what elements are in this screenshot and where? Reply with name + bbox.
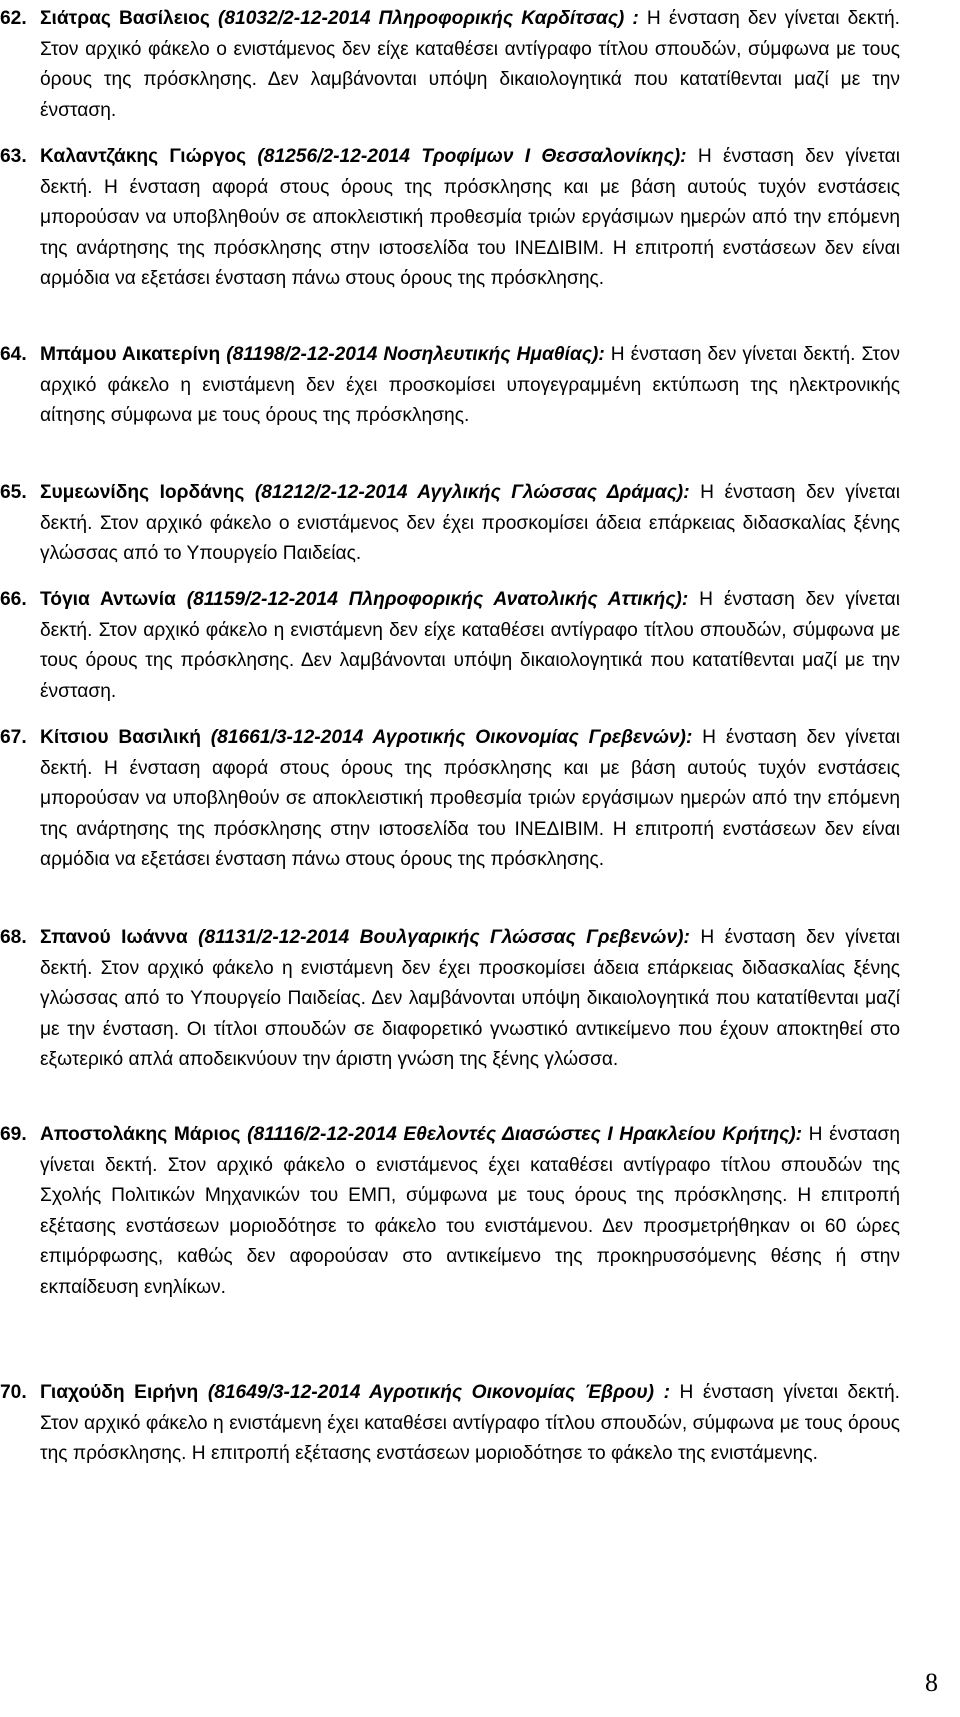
item-number: 62. [0, 8, 27, 29]
decision-text: Η ένσταση δεν γίνεται δεκτή. Στον αρχικό φάκελο ο ενιστάμενος δεν είχε καταθέσει αντίγραφο τίτλου σπουδών, σύμφωνα με τους όρους της πρόσκλησης. Δεν λαμβάνονται υπόψη δικαιολογητικά που κατατίθενται μαζί με την ένσταση. [40, 8, 900, 121]
decision-text: Η ένσταση δεν γίνεται δεκτή. Στον αρχικό φάκελο η ενιστάμενη δεν έχει προσκομίσει υπογεγραμμένη εκτύπωση της ηλεκτρονικής αίτησης σύμφωνα με τους όρους της πρόσκλησης. [40, 344, 900, 426]
applicant-name: Τόγια Αντωνία [40, 589, 176, 610]
decision-text: Η ένσταση δεν γίνεται δεκτή. Η ένσταση αφορά στους όρους της πρόσκλησης και με βάση αυτούς τυχόν ενστάσεις μπορούσαν να υποβληθούν σε αποκλειστική προθεσμία τριών εργάσιμων ημερών από την επόμενη της ανάρτησης της πρόσκλησης στην ιστοσελίδα του ΙΝΕΔΙΒΙΜ. Η επιτροπή ενστάσεων δεν είναι αρμόδια να εξετάσει ένσταση πάνω στους όρους της πρόσκλησης. [40, 146, 900, 289]
page-number: 8 [925, 1668, 938, 1697]
objection-item-69 [0, 1120, 900, 1303]
objection-item-67 [0, 723, 900, 876]
applicant-name: Συμεωνίδης Ιορδάνης [40, 482, 245, 503]
decision-text: Η ένσταση δεν γίνεται δεκτή. Στον αρχικό φάκελο η ενιστάμενη δεν είχε καταθέσει αντίγραφο τίτλου σπουδών, σύμφωνα με τους όρους της πρόσκλησης. Δεν λαμβάνονται υπόψη δικαιολογητικά που κατατίθενται μαζί με την ένσταση. [40, 589, 900, 702]
applicant-name: Καλαντζάκης Γιώργος [40, 146, 247, 167]
item-number: 69. [0, 1124, 27, 1145]
applicant-name: Γιαχούδη Ειρήνη [40, 1382, 199, 1403]
item-number: 70. [0, 1382, 27, 1403]
applicant-name: Κίτσιου Βασιλική [40, 727, 201, 748]
application-reference: (81198/2-12-2014 Νοσηλευτικής Ημαθίας): [226, 344, 605, 365]
decision-text: Η ένσταση δεν γίνεται δεκτή. Στον αρχικό φάκελο η ενιστάμενη δεν έχει προσκομίσει άδεια επάρκειας διδασκαλίας ξένης γλώσσας από το Υπουργείο Παιδείας. Δεν λαμβάνονται υπόψη δικαιολογητικά που κατατίθενται μαζί με την ένσταση. Οι τίτλοι σπουδών σε διαφορετικό γνωστικό αντικείμενο που έχουν αποκτηθεί στο εξωτερικό απλά αποδεικνύουν την άριστη γνώση της ξένης γλώσσα. [40, 927, 900, 1070]
objection-item-62 [0, 4, 900, 126]
item-number: 65. [0, 482, 27, 503]
decision-text: Η ένσταση γίνεται δεκτή. Στον αρχικό φάκελο ο ενιστάμενος έχει καταθέσει αντίγραφο τίτλου σπουδών της Σχολής Πολιτικών Μηχανικών του ΕΜΠ, σύμφωνα με τους όρους της πρόσκλησης. Η επιτροπή εξέτασης ενστάσεων μοριοδότησε το φάκελο του ενιστάμενου. Δεν προσμετρήθηκαν οι 60 ώρες επιμόρφωσης, καθώς δεν αφορούσαν στο αντικείμενο της προκηρυσσόμενης θέσης ή στην εκπαίδευση ενηλίκων. [40, 1124, 900, 1298]
decision-text: Η ένσταση δεν γίνεται δεκτή. Η ένσταση αφορά στους όρους της πρόσκλησης και με βάση αυτούς τυχόν ενστάσεις μπορούσαν να υποβληθούν σε αποκλειστική προθεσμία τριών εργάσιμων ημερών από την επόμενη της ανάρτησης της πρόσκλησης στην ιστοσελίδα του ΙΝΕΔΙΒΙΜ. Η επιτροπή ενστάσεων δεν είναι αρμόδια να εξετάσει ένσταση πάνω στους όρους της πρόσκλησης. [40, 727, 900, 870]
application-reference: (81131/2-12-2014 Βουλγαρικής Γλώσσας Γρεβενών): [198, 927, 690, 948]
application-reference: (81212/2-12-2014 Αγγλικής Γλώσσας Δράμας): [254, 482, 690, 503]
objection-item-70 [0, 1378, 900, 1470]
objection-item-65 [0, 478, 900, 570]
item-number: 68. [0, 927, 27, 948]
applicant-name: Αποστολάκης Μάριος [40, 1124, 241, 1145]
applicant-name: Σιάτρας Βασίλειος [40, 8, 210, 29]
item-number: 66. [0, 589, 27, 610]
objection-item-64 [0, 340, 900, 432]
item-number: 64. [0, 344, 27, 365]
applicant-name: Σπανού Ιωάννα [40, 927, 188, 948]
application-reference: (81256/2-12-2014 Τροφίμων Ι Θεσσαλονίκης): [257, 146, 687, 167]
objection-item-66 [0, 585, 900, 707]
application-reference: (81032/2-12-2014 Πληροφορικής Καρδίτσας) : [217, 8, 639, 29]
application-reference: (81116/2-12-2014 Εθελοντές Διασώστες Ι Ηρακλείου Κρήτης): [247, 1124, 803, 1145]
decision-text: Η ένσταση γίνεται δεκτή. Στον αρχικό φάκελο η ενιστάμενη έχει καταθέσει αντίγραφο τίτλου σπουδών, σύμφωνα με τους όρους της πρόσκλησης. Η επιτροπή εξέτασης ενστάσεων μοριοδότησε το φάκελο της ενιστάμενης. [40, 1382, 900, 1464]
applicant-name: Μπάμου Αικατερίνη [40, 344, 221, 365]
application-reference: (81159/2-12-2014 Πληροφορικής Ανατολικής Αττικής): [186, 589, 689, 610]
item-number: 67. [0, 727, 27, 748]
decision-text: Η ένσταση δεν γίνεται δεκτή. Στον αρχικό φάκελο ο ενιστάμενος δεν έχει προσκομίσει άδεια επάρκειας διδασκαλίας ξένης γλώσσας από το Υπουργείο Παιδείας. [40, 482, 900, 564]
objection-item-63 [0, 142, 900, 295]
application-reference: (81649/3-12-2014 Αγροτικής Οικονομίας Έβρου) : [207, 1382, 670, 1403]
objection-item-68 [0, 923, 900, 1076]
item-number: 63. [0, 146, 27, 167]
application-reference: (81661/3-12-2014 Αγροτικής Οικονομίας Γρεβενών): [210, 727, 693, 748]
